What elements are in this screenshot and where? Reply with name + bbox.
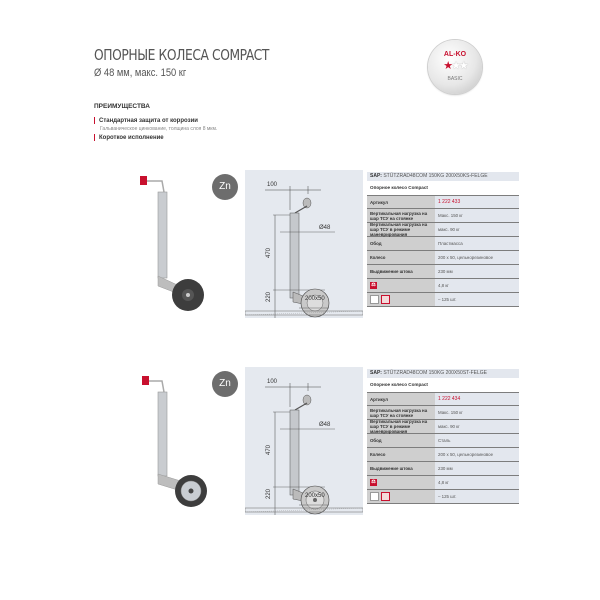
weight-icon: ⚖ [371, 282, 376, 288]
technical-drawing [245, 367, 363, 515]
spec-row-static-load: Вертикальная нагрузка на шар ТСУ на стоянке Макс. 150 кг [367, 208, 519, 222]
bullet-bar-icon [94, 134, 95, 141]
spec-row-rim: Обод Сталь [367, 433, 519, 447]
alko-basic-badge [428, 40, 482, 94]
product-photo-steel-rim [136, 370, 216, 510]
rating-stars-icon: ★★★ [443, 60, 467, 72]
product-name: Опорное колесо Compact [370, 185, 428, 190]
spec-row-maneuver-load: Вертикальная нагрузка на шар ТСУ в режиме маневрирования макс. 90 кг [367, 419, 519, 433]
advantage-note: Гальваническое цинкование, толщина слоя 8 мкм. [100, 126, 218, 132]
dim-offset: 100 [267, 182, 278, 188]
spec-row-maneuver-load: Вертикальная нагрузка на шар ТСУ в режиме маневрирования макс. 90 кг [367, 222, 519, 236]
spec-row-weight: ⚖ 4,8 кг [367, 278, 519, 292]
spec-row-wheel: Колесо 200 x 50, цельнорезиновое [367, 250, 519, 264]
sap-code: SAP: STÜTZRAD48COM 150KG 200X50KS-FELGE [367, 172, 519, 181]
advantage-item: Стандартная защита от коррозии [94, 117, 198, 124]
spec-row-rim: Обод Пластмасса [367, 236, 519, 250]
zinc-coating-icon: Zn [212, 174, 238, 200]
dim-offset: 100 [267, 379, 278, 385]
product-name: Опорное колесо Compact [370, 382, 428, 387]
spec-row-static-load: Вертикальная нагрузка на шар ТСУ на стоянке Макс. 150 кг [367, 405, 519, 419]
dim-wheel: 200x50 [305, 296, 325, 302]
spec-row-extension: Выдвижение штока 230 мм [367, 461, 519, 475]
advantage-item: Короткое исполнение [94, 134, 164, 141]
dim-ground: 220 [266, 488, 273, 500]
product-photo-plastic-rim [136, 172, 216, 312]
dim-wheel: 200x50 [305, 493, 325, 499]
advantages-heading: ПРЕИМУЩЕСТВА [94, 103, 150, 110]
tier-label: BASIC [447, 76, 463, 82]
dim-height: 470 [266, 444, 273, 456]
page-title: ОПОРНЫЕ КОЛЕСА COMPACT [94, 46, 269, 64]
pallet-icon [381, 492, 390, 501]
spec-row-article: Артикул 1 222 434 [367, 392, 519, 405]
pallet-icon [381, 295, 390, 304]
spec-row-article: Артикул 1 222 433 [367, 195, 519, 208]
dim-height: 470 [266, 247, 273, 259]
spec-row-extension: Выдвижение штока 230 мм [367, 264, 519, 278]
bullet-bar-icon [94, 117, 95, 124]
box-icon [370, 492, 379, 501]
dim-diameter: Ø48 [319, 225, 331, 231]
spec-table [367, 369, 519, 504]
box-icon [370, 295, 379, 304]
technical-drawing [245, 170, 363, 318]
zinc-coating-icon: Zn [212, 371, 238, 397]
dim-ground: 220 [266, 291, 273, 303]
spec-row-packaging: – 125 шт. [367, 292, 519, 306]
weight-icon: ⚖ [371, 479, 376, 485]
spec-table [367, 172, 519, 307]
spec-row-weight: ⚖ 4,8 кг [367, 475, 519, 489]
brand-logo: AL-KO [443, 51, 467, 58]
spec-row-packaging: – 125 шт. [367, 489, 519, 503]
sap-code: SAP: STÜTZRAD48COM 150KG 200X50ST-FELGE [367, 369, 519, 378]
dim-diameter: Ø48 [319, 422, 331, 428]
spec-row-wheel: Колесо 200 x 50, цельнорезиновое [367, 447, 519, 461]
page-subtitle: Ø 48 мм, макс. 150 кг [94, 67, 187, 79]
